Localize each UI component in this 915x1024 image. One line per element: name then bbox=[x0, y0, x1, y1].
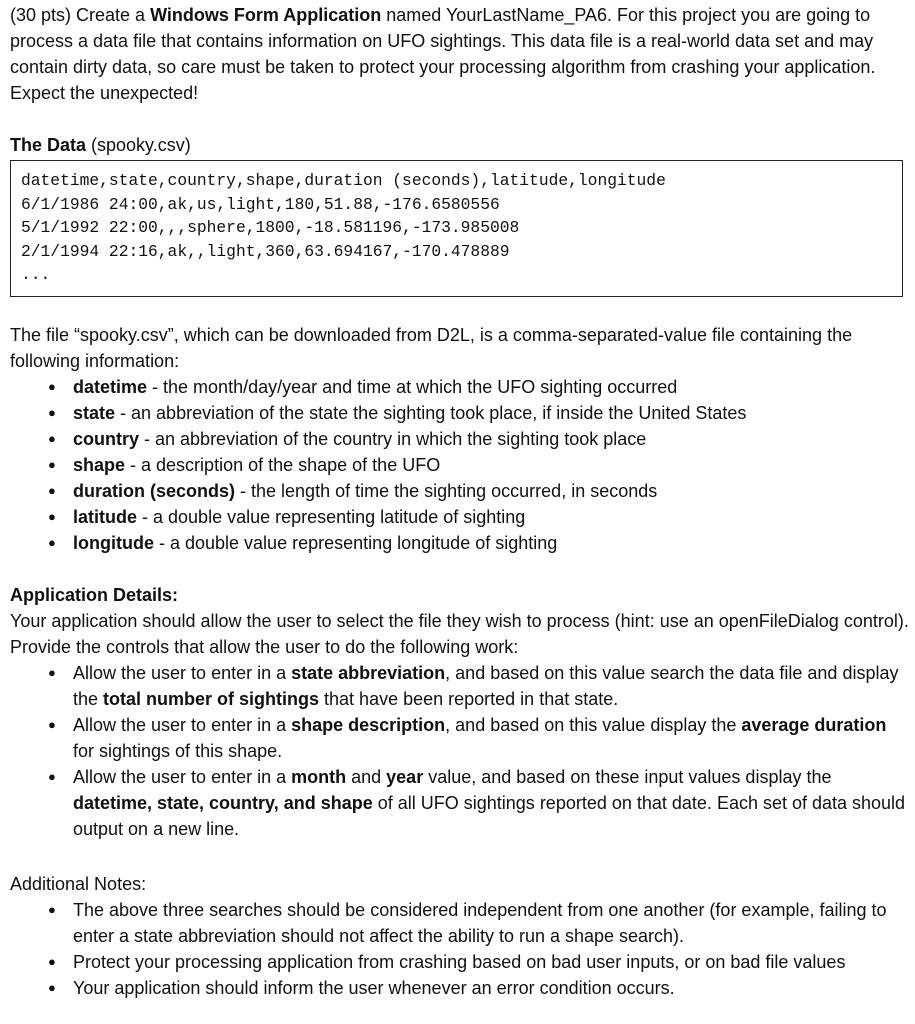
bold-text: year bbox=[386, 767, 424, 787]
text: Allow the user to enter in a bbox=[73, 663, 292, 683]
field-name: longitude bbox=[73, 533, 154, 553]
app-details-heading bbox=[10, 582, 910, 608]
text: of all UFO sightings reported on that date. Each set of data should output on a new line. bbox=[73, 793, 906, 839]
text: , and based on this value search the data file and display the bbox=[73, 663, 899, 709]
intro-paragraph bbox=[10, 2, 910, 106]
bold-text: average duration bbox=[741, 715, 887, 735]
field-name: shape bbox=[73, 455, 126, 475]
intro-text: (30 pts) Create a bbox=[10, 5, 151, 25]
list-item bbox=[10, 712, 910, 764]
bold-text: total number of sightings bbox=[103, 689, 320, 709]
text: value, and based on these input values display the bbox=[423, 767, 832, 787]
field-desc: - a double value representing longitude of sighting bbox=[153, 533, 558, 553]
list-item bbox=[10, 660, 910, 712]
notes-heading: Additional Notes: bbox=[10, 874, 147, 894]
app-paragraph: Your application should allow the user to select the file they wish to process (hint: use an openFileDialog control). Provide the controls that allow the user to do the following work: bbox=[10, 611, 909, 657]
file-paragraph: The file “spooky.csv”, which can be downloaded from D2L, is a comma-separated-value file containing the following information: bbox=[10, 325, 853, 371]
list-item bbox=[10, 452, 910, 478]
app-heading-text: Application Details: bbox=[10, 585, 179, 605]
code-line: 5/1/1992 22:00,,,sphere,1800,-18.581196,-173.985008 bbox=[21, 218, 520, 237]
code-line: datetime,state,country,shape,duration (seconds),latitude,longitude bbox=[21, 171, 666, 190]
bold-text: month bbox=[291, 767, 347, 787]
list-item: ● Protect your processing application from crashing based on bad user inputs, or on bad file values bbox=[10, 949, 910, 975]
text: Allow the user to enter in a bbox=[73, 715, 292, 735]
list-item bbox=[10, 478, 910, 504]
field-list bbox=[10, 374, 910, 556]
field-desc: - a description of the shape of the UFO bbox=[125, 455, 441, 475]
list-item bbox=[10, 426, 910, 452]
intro-text: named YourLastName_PA6. For this project you are going to process a data file that contains information on UFO sightings. This data file is a real-world data set and may contain dirty data, so care must be taken to protect your processing algorithm from crashing your application. Expect the unexpected! bbox=[10, 5, 876, 103]
list-item: ● Your application should inform the user whenever an error condition occurs. bbox=[10, 975, 910, 1001]
text: Allow the user to enter in a bbox=[73, 767, 292, 787]
code-line: ... bbox=[21, 265, 51, 284]
code-line: 2/1/1994 22:16,ak,,light,360,63.694167,-170.478889 bbox=[21, 241, 510, 261]
field-desc: - the length of time the sighting occurred, in seconds bbox=[235, 481, 658, 501]
field-name: duration (seconds) bbox=[73, 481, 236, 501]
list-item bbox=[10, 530, 910, 556]
assignment-document bbox=[10, 2, 910, 1001]
csv-sample-box bbox=[10, 160, 903, 297]
bold-text: datetime, state, country, and shape bbox=[73, 793, 373, 813]
bold-text: shape description bbox=[291, 715, 446, 735]
list-item bbox=[10, 400, 910, 426]
field-desc: - a double value representing latitude of sighting bbox=[137, 507, 526, 527]
list-item bbox=[10, 374, 910, 400]
field-desc: - the month/day/year and time at which the UFO sighting occurred bbox=[147, 377, 678, 397]
field-name: country bbox=[73, 429, 140, 449]
field-name: state bbox=[73, 403, 116, 423]
text: and bbox=[346, 767, 387, 787]
list-item bbox=[10, 764, 910, 842]
list-item: ● The above three searches should be considered independent from one another (for example, failing to enter a state abbreviation should not affect the ability to run a shape search). bbox=[10, 897, 910, 949]
data-heading-bold: The Data bbox=[10, 135, 87, 155]
requirements-list bbox=[10, 660, 910, 842]
intro-bold: Windows Form Application bbox=[150, 5, 382, 25]
text: for sightings of this shape. bbox=[73, 741, 283, 761]
text: , and based on this value display the bbox=[445, 715, 742, 735]
field-desc: - an abbreviation of the country in which the sighting took place bbox=[139, 429, 647, 449]
code-line: 6/1/1986 24:00,ak,us,light,180,51.88,-176.6580556 bbox=[21, 194, 500, 214]
field-desc: - an abbreviation of the state the sighting took place, if inside the United States bbox=[115, 403, 747, 423]
notes-list bbox=[10, 897, 910, 1001]
field-name: latitude bbox=[73, 507, 138, 527]
data-heading bbox=[10, 132, 910, 158]
list-item bbox=[10, 504, 910, 530]
bold-text: state abbreviation bbox=[291, 663, 446, 683]
data-heading-file: (spooky.csv) bbox=[86, 135, 191, 155]
text: that have been reported in that state. bbox=[319, 689, 619, 709]
field-name: datetime bbox=[73, 377, 148, 397]
